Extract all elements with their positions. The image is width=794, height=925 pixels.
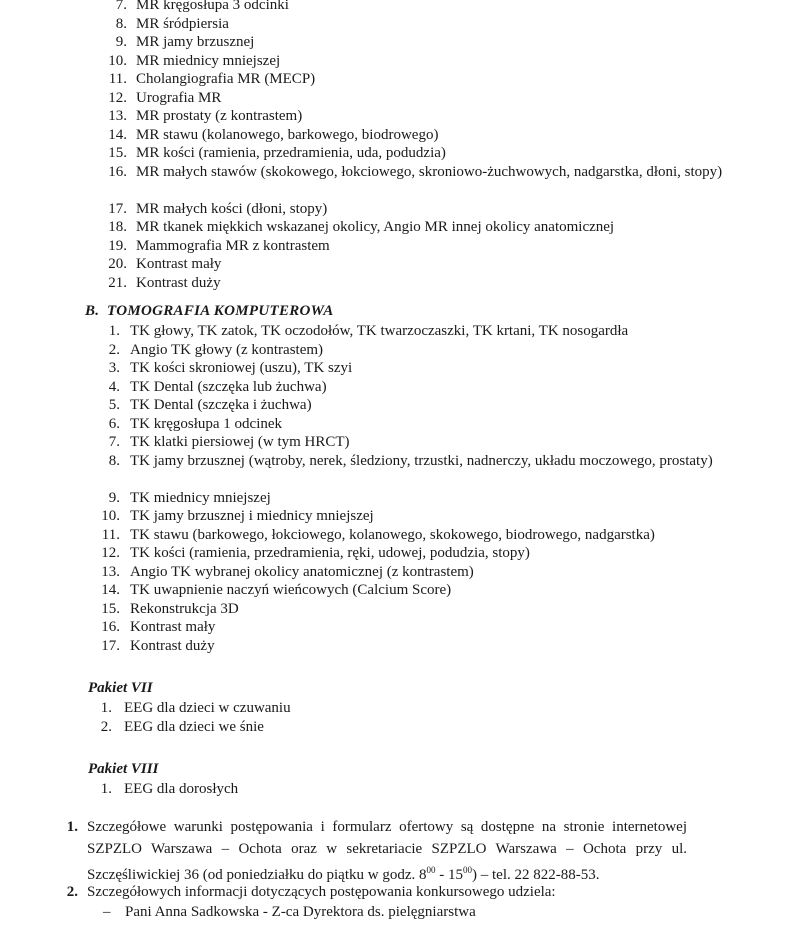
list-item-text: Kontrast duży [130, 637, 215, 654]
list-item-number: 17. [108, 200, 127, 217]
list-item-text: MR małych stawów (skokowego, łokciowego, skroniowo-żuchwowych, nadgarstka, dłoni, stopy) [136, 163, 723, 180]
list-item [0, 237, 794, 256]
list-item-text: EEG dla dzieci we śnie [124, 718, 264, 735]
list-item [0, 507, 794, 526]
list-item [0, 433, 794, 452]
list-item-number: 12. [101, 545, 120, 561]
list-item-number: 16. [108, 163, 127, 180]
list-item [0, 378, 794, 397]
note-1-number: 1. [66, 819, 78, 835]
list-item-text: MR kości (ramienia, przedramienia, uda, podudzia) [136, 145, 446, 161]
list-item [0, 274, 794, 293]
list-item-text: MR prostaty (z kontrastem) [136, 108, 303, 124]
list-item [0, 489, 794, 508]
list-item [0, 218, 794, 237]
list-item-number: 19. [108, 237, 127, 254]
list-item-text: MR jamy brzusznej [136, 34, 255, 50]
list-item [0, 637, 794, 656]
pakiet-viii-list [0, 780, 794, 799]
list-item [0, 618, 794, 637]
section-a-list [0, 0, 794, 292]
list-item-text: Kontrast duży [136, 274, 221, 291]
list-item-text: MR śródpiersia [136, 15, 229, 32]
list-item-text: TK miednicy mniejszej [130, 489, 271, 506]
note-1-hour-start-sup: 00 [426, 865, 436, 875]
list-item-number: 5. [108, 397, 120, 413]
list-item [0, 70, 794, 89]
list-item-number: 9. [115, 34, 127, 50]
list-item [0, 780, 794, 799]
list-item [0, 359, 794, 378]
list-item-text: Cholangiografia MR (MECP) [136, 71, 316, 87]
list-item-number: 15. [108, 145, 127, 161]
list-item-number: 6. [108, 415, 120, 432]
list-item-text: TK Dental (szczęka lub żuchwa) [130, 378, 327, 395]
list-item [0, 33, 794, 52]
list-item [0, 322, 794, 341]
note-1-hour-end: - 15 [435, 867, 463, 883]
list-item-number: 13. [101, 563, 120, 580]
list-item [0, 89, 794, 108]
contact-person [103, 904, 476, 921]
list-item-number: 14. [108, 126, 127, 143]
list-item-number: 8. [108, 452, 120, 469]
list-item-text: EEG dla dzieci w czuwaniu [124, 700, 291, 716]
list-item-number: 17. [101, 637, 120, 654]
list-item-number: 16. [101, 619, 120, 635]
section-b-heading [85, 303, 334, 320]
list-item-number: 2. [100, 718, 112, 735]
pakiet-vii-heading: Pakiet VII [88, 680, 153, 696]
list-item-number: 11. [108, 71, 127, 87]
list-item [0, 200, 794, 219]
list-item-number: 1. [108, 323, 120, 339]
list-item-text: Mammografia MR z kontrastem [136, 237, 330, 254]
list-item [0, 452, 794, 489]
list-item-number: 1. [100, 700, 112, 716]
list-item-number: 3. [108, 360, 120, 376]
list-item [0, 107, 794, 126]
list-item [0, 341, 794, 360]
list-item-text: TK kości (ramienia, przedramienia, ręki, udowej, podudzia, stopy) [130, 545, 530, 561]
list-item [0, 600, 794, 619]
list-item-number: 4. [108, 378, 120, 395]
list-item-text: Angio TK wybranej okolicy anatomicznej (z kontrastem) [130, 563, 474, 580]
section-b-letter: B. [85, 303, 100, 319]
list-item-number: 2. [108, 341, 120, 358]
list-item-text: MR miednicy mniejszej [136, 52, 281, 69]
pakiet-vii-list [0, 699, 794, 736]
note-2-text: Szczegółowych informacji dotyczących postępowania konkursowego udziela: [87, 884, 556, 900]
list-item-number: 13. [108, 108, 127, 124]
list-item [0, 15, 794, 34]
list-item [0, 699, 794, 718]
list-item [0, 563, 794, 582]
contact-person-text: Pani Anna Sadkowska - Z-ca Dyrektora ds. pielęgniarstwa [125, 904, 476, 920]
list-item-text: MR stawu (kolanowego, barkowego, biodrowego) [136, 126, 439, 143]
list-item-text: TK kręgosłupa 1 odcinek [130, 415, 283, 432]
list-item [0, 144, 794, 163]
section-b-title: TOMOGRAFIA KOMPUTEROWA [107, 303, 334, 319]
list-item-text: Kontrast mały [136, 256, 222, 272]
list-item-text: MR małych kości (dłoni, stopy) [136, 200, 328, 217]
list-item [0, 526, 794, 545]
list-item-text: Rekonstrukcja 3D [130, 600, 239, 617]
list-item-number: 21. [108, 274, 127, 291]
list-item-text: TK uwapnienie naczyń wieńcowych (Calcium Score) [130, 582, 452, 598]
list-item-text: TK głowy, TK zatok, TK oczodołów, TK twarzoczaszki, TK krtani, TK nosogardła [130, 323, 629, 339]
list-item-text: MR tkanek miękkich wskazanej okolicy, Angio MR innej okolicy anatomicznej [136, 219, 615, 235]
list-item-text: TK jamy brzusznej i miednicy mniejszej [130, 508, 374, 524]
note-2-number: 2. [66, 884, 78, 900]
list-item [0, 415, 794, 434]
list-item [0, 0, 794, 15]
list-item-text: TK kości skroniowej (uszu), TK szyi [130, 360, 353, 376]
list-item-text: TK klatki piersiowej (w tym HRCT) [130, 434, 350, 450]
section-b-list [0, 322, 794, 655]
list-item [0, 544, 794, 563]
list-item [0, 581, 794, 600]
list-item [0, 396, 794, 415]
list-item-number: 7. [115, 0, 127, 13]
list-item-number: 8. [115, 15, 127, 32]
list-item-number: 20. [108, 256, 127, 272]
list-item-number: 14. [101, 582, 120, 598]
list-item-number: 11. [101, 526, 120, 543]
list-item-text: Angio TK głowy (z kontrastem) [130, 341, 324, 358]
list-item-text: EEG dla dorosłych [124, 781, 239, 797]
list-item [0, 718, 794, 737]
note-1-text-main: Szczegółowe warunki postępowania i formularz ofertowy są dostępne na stronie internetowej SZPZLO Warszawa – Ochota oraz w sekretariacie SZPZLO Warszawa – Ochota przy ul. Szczęśliwickiej 36 (od poniedziałku do piątku w godz. 8 [87, 819, 687, 883]
list-item-number: 7. [108, 434, 120, 450]
note-1-hour-end-sup: 00 [463, 865, 472, 875]
note-1-phone: ) – tel. 22 822-88-53. [472, 867, 600, 883]
list-item-number: 10. [101, 508, 120, 524]
list-item-number: 10. [108, 52, 127, 69]
list-item [0, 126, 794, 145]
list-item-number: 15. [101, 600, 120, 617]
list-item [0, 52, 794, 71]
list-item-text: Kontrast mały [130, 619, 216, 635]
list-item-text: MR kręgosłupa 3 odcinki [136, 0, 289, 13]
list-item-number: 9. [108, 489, 120, 506]
list-item-number: 12. [108, 89, 127, 106]
list-item-text: Urografia MR [136, 89, 222, 106]
list-item-number: 1. [100, 781, 112, 797]
list-item-text: TK jamy brzusznej (wątroby, nerek, śledziony, trzustki, nadnerczy, układu moczowego, prostaty) [130, 452, 713, 469]
list-item-text: TK Dental (szczęka i żuchwa) [130, 397, 312, 413]
note-1-text [87, 817, 687, 887]
list-item-text: TK stawu (barkowego, łokciowego, kolanowego, skokowego, biodrowego, nadgarstka) [130, 526, 655, 543]
dash-marker: – [103, 904, 111, 920]
list-item-number: 18. [108, 219, 127, 235]
list-item [0, 163, 794, 200]
list-item [0, 255, 794, 274]
pakiet-viii-heading: Pakiet VIII [88, 761, 159, 777]
